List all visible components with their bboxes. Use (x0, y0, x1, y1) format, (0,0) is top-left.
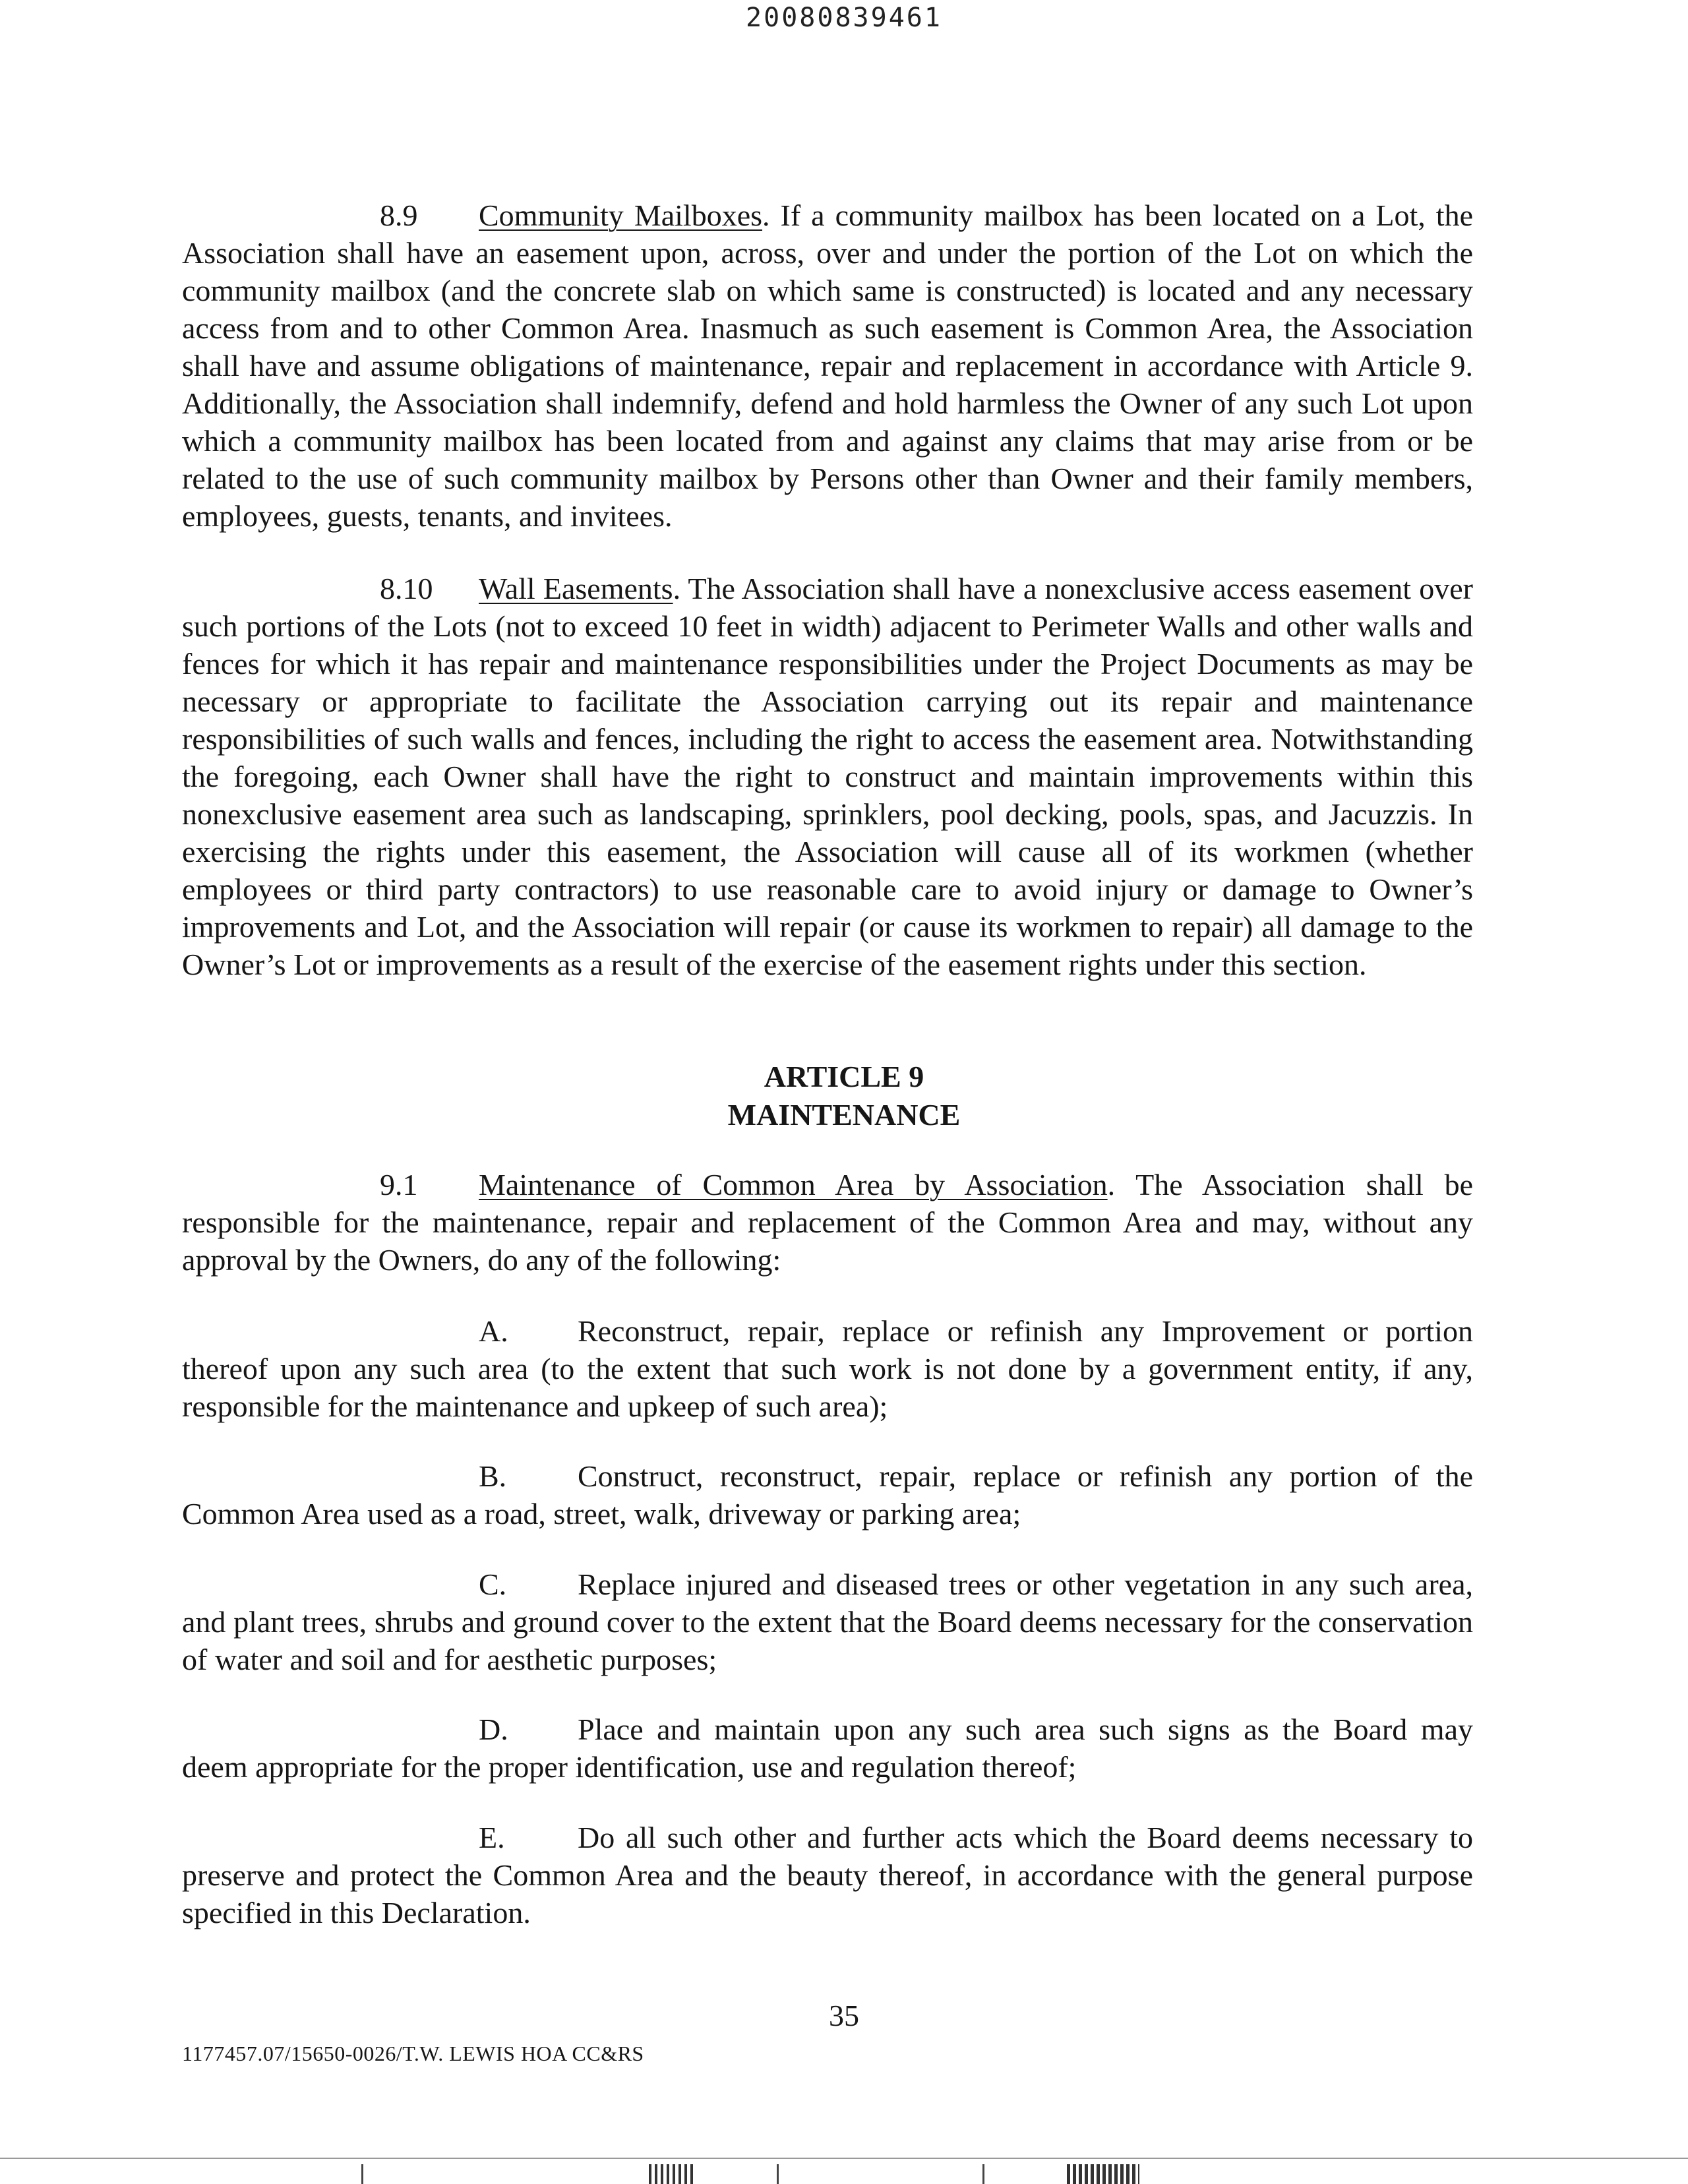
list-item (182, 1711, 1473, 1786)
section-text: . If a community mailbox has been located on a Lot, the Association shall have an easement upon, across, over and under the portion of the Lot on which the community mailbox (and the concrete slab on which same is constructed) is located and any necessary access from and to other Common Area. Inasmuch as such easement is Common Area, the Association shall have and assume obligations of maintenance, repair and replacement in accordance with Article 9. Additionally, the Association shall indemnify, defend and hold harmless the Owner of any such Lot upon which a community mailbox has been located from and against any claims that may arise from or be related to the use of such community mailbox by Persons other than Owner and their family members, employees, guests, tenants, and invitees. (182, 198, 1473, 533)
section-number: 9.1 (380, 1168, 418, 1201)
item-letter: E. (479, 1821, 505, 1854)
scan-mark (982, 2164, 984, 2184)
item-text: Construct, reconstruct, repair, replace or refinish any portion of the Common Area used as a road, street, walk, driveway or parking area; (182, 1459, 1473, 1531)
article-subtitle: MAINTENANCE (727, 1098, 961, 1132)
section-8-10 (182, 570, 1473, 983)
section-9-1 (182, 1166, 1473, 1279)
section-number: 8.9 (380, 198, 418, 232)
document-number: 20080839461 (746, 3, 942, 33)
item-letter: A. (479, 1314, 508, 1348)
scan-mark (777, 2164, 779, 2184)
list-item (182, 1565, 1473, 1678)
item-letter: D. (479, 1713, 508, 1746)
article-title: ARTICLE 9 (764, 1060, 924, 1093)
footer-document-id: 1177457.07/15650-0026/T.W. LEWIS HOA CC&RS (182, 2042, 644, 2065)
section-heading: Wall Easements (479, 572, 673, 605)
list-item (182, 1819, 1473, 1931)
item-text: Reconstruct, repair, replace or refinish any Improvement or portion thereof upon any such area (to the extent that such work is not done by a government entity, if any, responsible for the maintenance and upkeep of such area); (182, 1314, 1473, 1423)
item-letter: C. (479, 1567, 507, 1601)
section-number: 8.10 (380, 572, 433, 605)
item-text: Do all such other and further acts which the Board deems necessary to preserve and protect the Common Area and the beauty thereof, in accordance with the general purpose specified in this Declaration. (182, 1821, 1473, 1929)
item-text: Replace injured and diseased trees or other vegetation in any such area, and plant trees, shrubs and ground cover to the extent that the Board deems necessary for the conservation of water and soil and for aesthetic purposes; (182, 1567, 1473, 1676)
section-text: . The Association shall be responsible for the maintenance, repair and replacement of the Common Area and may, without any approval by the Owners, do any of the following: (182, 1168, 1474, 1277)
scan-edge-line (0, 2158, 1688, 2159)
section-text: . The Association shall have a nonexclusive access easement over such portions of the Lots (not to exceed 10 feet in width) adjacent to Perimeter Walls and other walls and fences for which it has repair and maintenance responsibilities under the Project Documents as may be necessary or appropriate to facilitate the Association carrying out its repair and maintenance responsibilities of such walls and fences, including the right to access the easement area. Notwithstanding the foregoing, each Owner shall have the right to construct and maintain improvements within this nonexclusive easement area such as landscaping, sprinklers, pool decking, pools, spas, and Jacuzzis. In exercising the rights under this easement, the Association will cause all of its workmen (whether employees or third party contractors) to use reasonable care to avoid injury or damage to Owner’s improvements and Lot, and the Association will repair (or cause its workmen to repair) all damage to the Owner’s Lot or improvements as a result of the exercise of the easement rights under this section. (182, 572, 1473, 981)
section-8-9 (182, 197, 1473, 535)
item-text: Place and maintain upon any such area such signs as the Board may deem appropriate for the proper identification, use and regulation thereof; (182, 1713, 1473, 1784)
list-item (182, 1312, 1473, 1425)
item-letter: B. (479, 1459, 507, 1493)
section-heading: Community Mailboxes (479, 198, 763, 232)
scan-mark (361, 2164, 363, 2184)
page-number: 35 (829, 1999, 859, 2032)
scan-mark (649, 2164, 695, 2184)
section-heading: Maintenance of Common Area by Association (479, 1168, 1108, 1201)
list-item (182, 1457, 1473, 1532)
scan-mark (1067, 2164, 1139, 2184)
